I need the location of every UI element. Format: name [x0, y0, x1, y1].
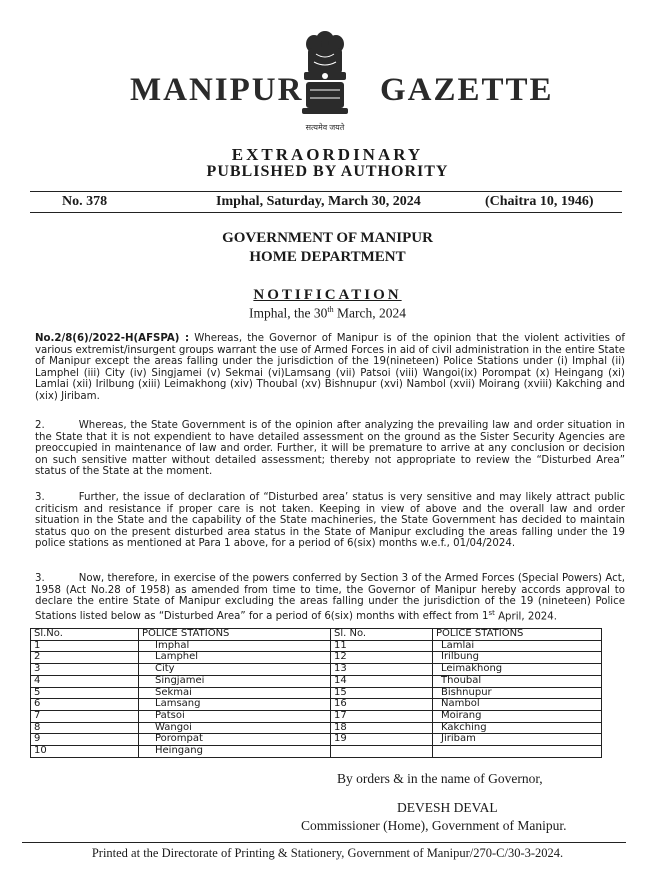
police-station-cell: Bishnupur: [433, 687, 602, 699]
police-station-cell: Nambol: [433, 699, 602, 711]
table-body: [31, 640, 602, 757]
police-station-cell: Moirang: [433, 710, 602, 722]
paragraph-3: 3. Further, the issue of declaration of “Disturbed area’ status is very sensitive and may likely attract public criticism and resistance if proper care is not taken. Keeping in view of above and the overall law and order situation in the State and the capability of the State machineries, the State Government has decided to maintain status quo on the present disturbed area status in the State of Manipur excluding the areas falling under the 19 police stations as mentioned at Para 1 above, for a period of 6(six) months w.e.f., 01/04/2024.: [35, 492, 625, 550]
police-station-cell: Sekmai: [139, 687, 331, 699]
sl-no-cell: 5: [31, 687, 139, 699]
police-stations-table: [30, 628, 602, 758]
police-station-cell: Irilbung: [433, 652, 602, 664]
sl-no-cell: 10: [31, 746, 139, 758]
police-station-cell: Porompat: [139, 734, 331, 746]
footer-divider: [22, 842, 626, 843]
police-station-cell: Imphal: [139, 640, 331, 652]
police-station-cell: Thoubal: [433, 675, 602, 687]
department-heading: HOME DEPARTMENT: [249, 249, 406, 265]
sl-no-cell: 15: [331, 687, 433, 699]
notification-title: NOTIFICATION: [253, 287, 402, 303]
police-station-cell: City: [139, 664, 331, 676]
police-station-cell: Jiribam: [433, 734, 602, 746]
police-station-cell: Lamsang: [139, 699, 331, 711]
paragraph-1: No.2/8(6)/2022-H(AFSPA) : Whereas, the Governor of Manipur is of the opinion that the violent activities of various extremist/insurgent groups warrant the use of Armed Forces in aid of civil administration in the entire State of Manipur except the areas falling under the jurisdiction of the 19(nineteen) Police Stations under (i) Imphal (ii) Lamphel (iii) City (iv) Singjamei (v) Sekmai (vi)Lamsang (vii) Patsoi (viii) Wangoi(ix) Porompat (x) Heingang (xi) Lamlai (xii) Irilbung (xiii) Leimakhong (xiv) Thoubal (xv) Bishnupur (xvi) Nambol (xvii) Moirang (xviii) Kakching and (xix) Jiribam.: [35, 333, 625, 402]
sl-no-cell: 11: [331, 640, 433, 652]
table-row: [31, 699, 602, 711]
table-header: Sl. No.: [331, 629, 433, 641]
printer-imprint: Printed at the Directorate of Printing & Stationery, Government of Manipur/270-C/30-3-2024.: [91, 846, 564, 860]
police-station-cell: Heingang: [139, 746, 331, 758]
signatory-name: DEVESH DEVAL: [397, 800, 498, 815]
table-header: POLICE STATIONS: [139, 629, 331, 641]
gazette-masthead: [0, 30, 655, 140]
police-station-cell: Lamphel: [139, 652, 331, 664]
divider-top: [30, 191, 622, 192]
table-header-row: [31, 629, 602, 641]
sl-no-cell: 19: [331, 734, 433, 746]
sl-no-cell: 4: [31, 675, 139, 687]
sl-no-cell: 16: [331, 699, 433, 711]
masthead-title-left: MANIPUR: [130, 72, 304, 108]
notification-reference: No.2/8(6)/2022-H(AFSPA) :: [35, 333, 190, 344]
sl-no-cell: 2: [31, 652, 139, 664]
issue-line: [30, 194, 622, 212]
sl-no-cell: 9: [31, 734, 139, 746]
police-station-cell: Singjamei: [139, 675, 331, 687]
authority-line: By orders & in the name of Governor,: [337, 771, 543, 786]
sl-no-cell: 1: [31, 640, 139, 652]
police-station-cell: Wangoi: [139, 722, 331, 734]
paragraph-number: 3.: [35, 492, 45, 503]
notification-date: Imphal, the 30th March, 2024: [249, 305, 406, 321]
table-row: [31, 652, 602, 664]
authority-label: PUBLISHED BY AUTHORITY: [206, 163, 449, 180]
sl-no-cell: 18: [331, 722, 433, 734]
police-station-cell: Patsoi: [139, 710, 331, 722]
table-header: POLICE STATIONS: [433, 629, 602, 641]
sl-no-cell: 3: [31, 664, 139, 676]
extraordinary-label: EXTRAORDINARY: [231, 145, 424, 164]
table-row: [31, 640, 602, 652]
government-heading: GOVERNMENT OF MANIPUR: [222, 230, 433, 246]
paragraph-number: 3.: [35, 573, 45, 584]
table-row: [31, 734, 602, 746]
paragraph-number: 2.: [35, 420, 45, 431]
sl-no-cell: [331, 746, 433, 758]
table-row: [31, 664, 602, 676]
police-station-cell: [433, 746, 602, 758]
emblem-motto: सत्यमेव जयते: [305, 123, 345, 132]
sl-no-cell: 8: [31, 722, 139, 734]
sl-no-cell: 14: [331, 675, 433, 687]
masthead-title-right: GAZETTE: [380, 72, 554, 108]
table-row: [31, 722, 602, 734]
issue-saka-date: (Chaitra 10, 1946): [485, 194, 594, 209]
police-station-cell: Lamlai: [433, 640, 602, 652]
sl-no-cell: 6: [31, 699, 139, 711]
table-row: [31, 710, 602, 722]
sl-no-cell: 12: [331, 652, 433, 664]
sl-no-cell: 13: [331, 664, 433, 676]
sl-no-cell: 7: [31, 710, 139, 722]
divider-bottom: [30, 212, 622, 213]
national-emblem-icon: [292, 30, 358, 122]
paragraph-2: 2. Whereas, the State Government is of the opinion after analyzing the prevailing law and order situation in the State that it is not expendient to have detailed assessment on the ground as the Sister Security Agencies are preoccupied in maintenance of law and order. Further, it will be premature to arrive at any conclusion or decision on such sensitive matter without detailed assessment; thereby not appropriate to review the “Disturbed Area” status of the State at the moment.: [35, 420, 625, 478]
table-header: Sl.No.: [31, 629, 139, 641]
issue-number: No. 378: [62, 194, 108, 209]
sl-no-cell: 17: [331, 710, 433, 722]
table-row: [31, 746, 602, 758]
signatory-designation: Commissioner (Home), Government of Manipur.: [301, 818, 567, 833]
table-row: [31, 687, 602, 699]
police-station-cell: Leimakhong: [433, 664, 602, 676]
issue-date: Imphal, Saturday, March 30, 2024: [216, 194, 421, 209]
table-row: [31, 675, 602, 687]
police-station-cell: Kakching: [433, 722, 602, 734]
paragraph-4: 3. Now, therefore, in exercise of the powers conferred by Section 3 of the Armed Forces (Special Powers) Act, 1958 (Act No.28 of 1958) as amended from time to time, the Governor of Manipur hereby accords approval to declare the entire State of Manipur excluding the areas falling under the jurisdiction of the 19 (nineteen) Police Stations listed below as “Disturbed Area” for a period of 6(six) months with effect from 1st April, 2024.: [35, 573, 625, 623]
